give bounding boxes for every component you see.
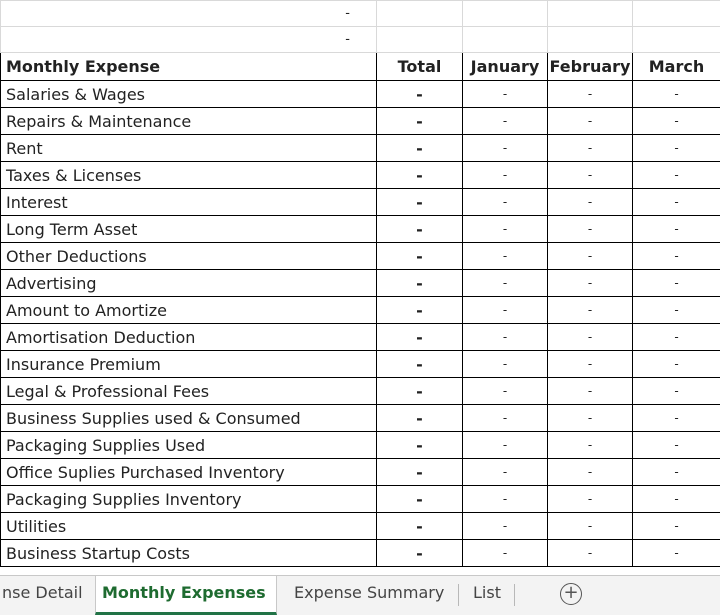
table-row <box>1 432 720 459</box>
march-cell[interactable]: - <box>633 243 720 270</box>
total-cell[interactable]: - <box>377 189 463 216</box>
february-cell[interactable]: - <box>548 81 633 108</box>
february-cell[interactable]: - <box>548 270 633 297</box>
expense-label-cell[interactable]: Packaging Supplies Inventory <box>1 486 377 513</box>
tab-expense-detail[interactable]: nse Detail <box>2 583 83 602</box>
january-cell[interactable]: - <box>463 540 548 567</box>
expense-label-cell[interactable]: Salaries & Wages <box>1 81 377 108</box>
january-cell[interactable]: - <box>463 189 548 216</box>
february-cell[interactable]: - <box>548 486 633 513</box>
empty-cell[interactable] <box>463 27 548 53</box>
header-february-cell[interactable]: February <box>548 53 633 81</box>
table-row <box>1 81 720 108</box>
march-cell[interactable]: - <box>633 270 720 297</box>
january-cell[interactable]: - <box>463 432 548 459</box>
march-cell[interactable]: - <box>633 351 720 378</box>
march-cell[interactable]: - <box>633 405 720 432</box>
march-cell[interactable]: - <box>633 459 720 486</box>
january-cell[interactable]: - <box>463 513 548 540</box>
table-row <box>1 216 720 243</box>
expense-label-cell[interactable]: Taxes & Licenses <box>1 162 377 189</box>
march-cell[interactable]: - <box>633 81 720 108</box>
top-cell[interactable]: - <box>1 1 377 27</box>
table-row <box>1 297 720 324</box>
expense-label-cell[interactable]: Office Suplies Purchased Inventory <box>1 459 377 486</box>
march-cell[interactable]: - <box>633 108 720 135</box>
march-cell[interactable]: - <box>633 162 720 189</box>
empty-cell[interactable] <box>548 27 633 53</box>
february-cell[interactable]: - <box>548 243 633 270</box>
total-cell[interactable]: - <box>377 405 463 432</box>
january-cell[interactable]: - <box>463 405 548 432</box>
expense-label-cell[interactable]: Rent <box>1 135 377 162</box>
table-row <box>1 243 720 270</box>
expense-label-cell[interactable]: Insurance Premium <box>1 351 377 378</box>
expense-label-cell[interactable]: Interest <box>1 189 377 216</box>
february-cell[interactable]: - <box>548 135 633 162</box>
tab-separator <box>458 584 459 606</box>
february-cell[interactable]: - <box>548 324 633 351</box>
header-label-cell[interactable]: Monthly Expense <box>1 53 377 81</box>
february-cell[interactable]: - <box>548 513 633 540</box>
empty-cell[interactable] <box>633 27 720 53</box>
february-cell[interactable]: - <box>548 459 633 486</box>
expense-label-cell[interactable]: Other Deductions <box>1 243 377 270</box>
table-row <box>1 189 720 216</box>
total-cell[interactable]: - <box>377 108 463 135</box>
february-cell[interactable]: - <box>548 216 633 243</box>
february-cell[interactable]: - <box>548 297 633 324</box>
table-row <box>1 486 720 513</box>
january-cell[interactable]: - <box>463 324 548 351</box>
top-row <box>1 27 720 53</box>
january-cell[interactable]: - <box>463 459 548 486</box>
february-cell[interactable]: - <box>548 540 633 567</box>
expense-label-cell[interactable]: Business Startup Costs <box>1 540 377 567</box>
january-cell[interactable]: - <box>463 108 548 135</box>
plus-circle-icon[interactable]: + <box>560 583 582 605</box>
table-row <box>1 270 720 297</box>
total-cell[interactable]: - <box>377 540 463 567</box>
february-cell[interactable]: - <box>548 108 633 135</box>
february-cell[interactable]: - <box>548 162 633 189</box>
total-cell[interactable]: - <box>377 216 463 243</box>
january-cell[interactable]: - <box>463 486 548 513</box>
empty-cell[interactable] <box>633 1 720 27</box>
total-cell[interactable]: - <box>377 324 463 351</box>
total-cell[interactable]: - <box>377 297 463 324</box>
expense-label-cell[interactable]: Packaging Supplies Used <box>1 432 377 459</box>
march-cell[interactable]: - <box>633 324 720 351</box>
table-row <box>1 324 720 351</box>
expense-label-cell[interactable]: Long Term Asset <box>1 216 377 243</box>
expense-label-cell[interactable]: Business Supplies used & Consumed <box>1 405 377 432</box>
january-cell[interactable]: - <box>463 270 548 297</box>
january-cell[interactable]: - <box>463 162 548 189</box>
january-cell[interactable]: - <box>463 216 548 243</box>
header-march-cell[interactable]: March <box>633 53 720 81</box>
table-row <box>1 513 720 540</box>
empty-cell[interactable] <box>377 27 463 53</box>
tab-list[interactable]: List <box>473 583 501 602</box>
table-row <box>1 405 720 432</box>
total-cell[interactable]: - <box>377 243 463 270</box>
top-row <box>1 1 720 27</box>
february-cell[interactable]: - <box>548 189 633 216</box>
january-cell[interactable]: - <box>463 297 548 324</box>
tab-monthly-expenses[interactable]: Monthly Expenses <box>95 576 277 615</box>
top-cell[interactable]: - <box>1 27 377 53</box>
header-january-cell[interactable]: January <box>463 53 548 81</box>
january-cell[interactable]: - <box>463 243 548 270</box>
total-cell[interactable]: - <box>377 162 463 189</box>
total-cell[interactable]: - <box>377 459 463 486</box>
expense-label-cell[interactable]: Repairs & Maintenance <box>1 108 377 135</box>
total-cell[interactable]: - <box>377 432 463 459</box>
march-cell[interactable]: - <box>633 486 720 513</box>
march-cell[interactable]: - <box>633 540 720 567</box>
march-cell[interactable]: - <box>633 135 720 162</box>
table-row <box>1 540 720 567</box>
table-row <box>1 351 720 378</box>
table-row <box>1 378 720 405</box>
total-cell[interactable]: - <box>377 378 463 405</box>
february-cell[interactable]: - <box>548 378 633 405</box>
total-cell[interactable]: - <box>377 486 463 513</box>
expense-label-cell[interactable]: Advertising <box>1 270 377 297</box>
total-cell[interactable]: - <box>377 135 463 162</box>
march-cell[interactable]: - <box>633 513 720 540</box>
january-cell[interactable]: - <box>463 81 548 108</box>
february-cell[interactable]: - <box>548 351 633 378</box>
total-cell[interactable]: - <box>377 81 463 108</box>
march-cell[interactable]: - <box>633 432 720 459</box>
expense-label-cell[interactable]: Utilities <box>1 513 377 540</box>
total-cell[interactable]: - <box>377 513 463 540</box>
expense-label-cell[interactable]: Legal & Professional Fees <box>1 378 377 405</box>
february-cell[interactable]: - <box>548 405 633 432</box>
table-row <box>1 108 720 135</box>
march-cell[interactable]: - <box>633 378 720 405</box>
february-cell[interactable]: - <box>548 432 633 459</box>
january-cell[interactable]: - <box>463 135 548 162</box>
march-cell[interactable]: - <box>633 216 720 243</box>
header-row <box>1 53 720 81</box>
january-cell[interactable]: - <box>463 378 548 405</box>
empty-cell[interactable] <box>463 1 548 27</box>
tab-expense-summary[interactable]: Expense Summary <box>294 583 445 602</box>
expense-label-cell[interactable]: Amortisation Deduction <box>1 324 377 351</box>
table-row <box>1 135 720 162</box>
empty-cell[interactable] <box>548 1 633 27</box>
total-cell[interactable]: - <box>377 351 463 378</box>
sheet-tab-bar <box>0 575 720 615</box>
empty-cell[interactable] <box>377 1 463 27</box>
total-cell[interactable]: - <box>377 270 463 297</box>
march-cell[interactable]: - <box>633 189 720 216</box>
header-total-cell[interactable]: Total <box>377 53 463 81</box>
tab-separator <box>514 584 515 606</box>
table-row <box>1 162 720 189</box>
table-row <box>1 459 720 486</box>
expense-label-cell[interactable]: Amount to Amortize <box>1 297 377 324</box>
january-cell[interactable]: - <box>463 351 548 378</box>
march-cell[interactable]: - <box>633 297 720 324</box>
